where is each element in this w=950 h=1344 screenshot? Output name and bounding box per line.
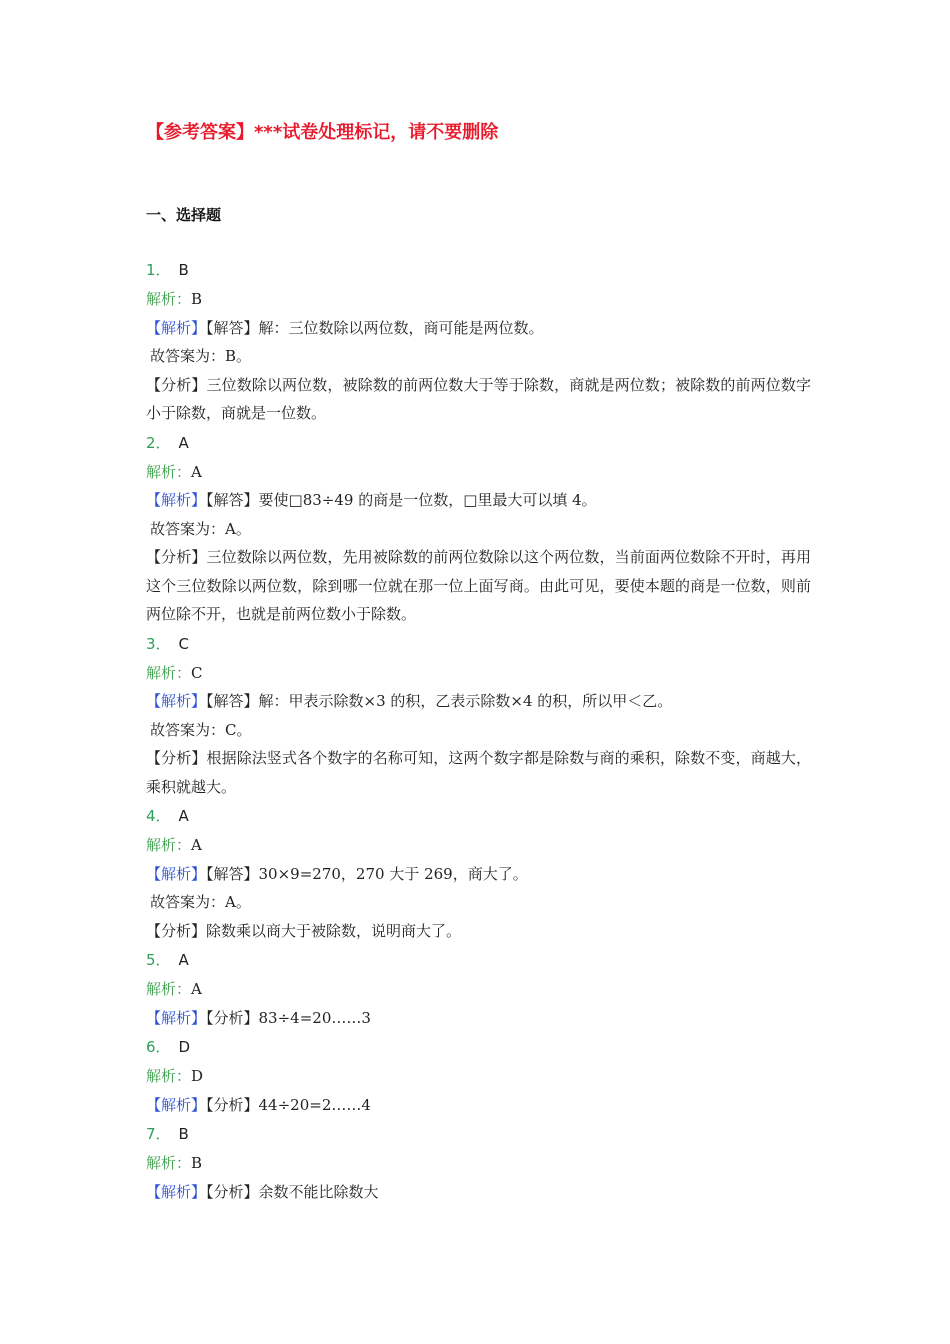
jiexi-value: A [191, 836, 202, 854]
question-item-7 [146, 1119, 826, 1206]
jiexi-value: A [191, 462, 202, 481]
jiexi-value: B [191, 1154, 203, 1172]
jiexi-label: 解析： [146, 290, 192, 308]
jiexi-label: 解析： [146, 1067, 192, 1085]
conclusion-text: 故答案为：A。 [150, 519, 251, 538]
conclusion-text: 故答案为：B。 [150, 347, 252, 365]
question-answer: B [178, 1125, 189, 1143]
question-item-5 [146, 945, 826, 1032]
jiexi-value: B [191, 290, 203, 308]
question-number: 7． [146, 1125, 171, 1143]
question-number: 6． [146, 1038, 171, 1056]
jiexi-label: 解析： [146, 980, 192, 998]
question-number: 5． [146, 951, 171, 969]
question-answer: D [178, 1038, 191, 1056]
conclusion-text: 故答案为：C。 [150, 720, 252, 739]
question-list [146, 255, 826, 1206]
question-item-6 [146, 1032, 826, 1119]
jiexi-label: 解析： [146, 462, 192, 481]
question-item-1 [146, 255, 826, 428]
jiexi-label: 解析： [146, 663, 192, 682]
detail-tag: 【解析】 [146, 491, 207, 509]
detail-text: 【分析】44÷20=2……4 [206, 1095, 371, 1114]
jiexi-value: A [191, 980, 202, 998]
detail-text: 【解答】解：甲表示除数×3 的积，乙表示除数×4 的积，所以甲＜乙。 [206, 692, 673, 710]
question-answer: A [178, 807, 189, 825]
jiexi-label: 解析： [146, 836, 192, 854]
section-heading: 一、选择题 [146, 206, 222, 224]
detail-text: 【分析】83÷4=20……3 [206, 1008, 371, 1027]
detail-tag: 【解析】 [146, 692, 207, 710]
detail-text: 【解答】解：三位数除以两位数，商可能是两位数。 [206, 318, 544, 337]
conclusion-text: 故答案为：A。 [150, 893, 251, 911]
analysis-text: 【分析】除数乘以商大于被除数，说明商大了。 [146, 921, 462, 940]
jiexi-value: C [191, 663, 203, 682]
question-number: 2． [146, 433, 171, 452]
analysis-text: 【分析】根据除法竖式各个数字的名称可知，这两个数字都是除数与商的乘积，除数不变，商越大，乘积就越大。 [146, 749, 811, 796]
question-number: 4． [146, 807, 171, 825]
question-number: 3． [146, 634, 171, 653]
detail-text: 【分析】余数不能比除数大 [206, 1182, 379, 1201]
detail-text: 【解答】30×9=270，270 大于 269，商大了。 [206, 864, 528, 883]
question-item-3 [146, 629, 826, 802]
question-item-4 [146, 801, 826, 945]
jiexi-value: D [191, 1067, 204, 1085]
question-item-2 [146, 428, 826, 629]
question-number: 1． [146, 261, 171, 279]
detail-tag: 【解析】 [146, 1182, 207, 1201]
answer-key-banner: 【参考答案】***试卷处理标记，请不要删除 [146, 122, 499, 143]
detail-tag: 【解析】 [146, 864, 207, 883]
question-answer: B [178, 261, 189, 279]
question-answer: A [178, 433, 189, 452]
question-answer: C [178, 634, 190, 653]
detail-tag: 【解析】 [146, 1008, 207, 1027]
analysis-text: 【分析】三位数除以两位数，被除数的前两位数大于等于除数，商就是两位数；被除数的前两位数字小于除数，商就是一位数。 [146, 375, 811, 422]
detail-text: 【解答】要使□83÷49 的商是一位数，□里最大可以填 4。 [206, 491, 597, 509]
detail-tag: 【解析】 [146, 318, 207, 337]
detail-tag: 【解析】 [146, 1095, 207, 1114]
analysis-text: 【分析】三位数除以两位数，先用被除数的前两位数除以这个两位数，当前面两位数除不开时，再用这个三位数除以两位数，除到哪一位就在那一位上面写商。由此可见，要使本题的商是一位数，则前两位除不开，也就是前两位数小于除数。 [146, 548, 811, 623]
question-answer: A [178, 951, 189, 969]
jiexi-label: 解析： [146, 1154, 192, 1172]
